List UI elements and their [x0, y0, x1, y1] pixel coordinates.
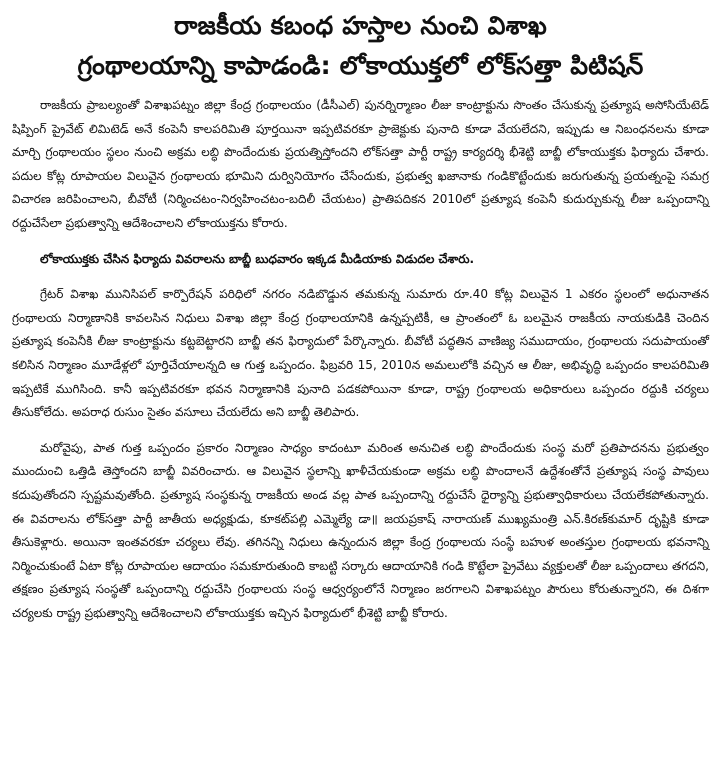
headline-line-1: రాజకీయ కబంధ హస్తాల నుంచి విశాఖ — [174, 11, 547, 40]
paragraph-complaint-details: గ్రేటర్ విశాఖ మునిసిపల్ కార్పొరేషన్ పరిధిలో నగరం నడిబొడ్డున తమకున్న సుమారు రూ.40 కోట్ల విలువైన 1 ఎకరం స్థలంలో అధునాతన గ్రంథాలయ నిర్మాణానికి కావలసిన నిధులు విశాఖ జిల్లా కేంద్ర గ్రంథాలయానికి ఉన్నప్పటికీ, ఆ ప్రాంతంలో ఓ బలమైన రాజకీయ నాయకుడికి చెందిన ప్రత్యూష కంపెనీకి లీజు కాంట్రాక్టును కట్టబెట్టారని బాబ్జీ తన ఫిర్యాదులో పేర్కొన్నారు. బీవోటీ పద్ధతిన వాణిజ్య సముదాయం, గ్రంథాలయ సదుపాయంతో కలిసిన నిర్మాణం మూడేళ్లలో పూర్తిచేయాలన్నది ఆ గుత్త ఒప్పందం. ఫిబ్రవరి 15, 2010న అమలులోకి వచ్చిన ఆ లీజు, అభివృద్ధి ఒప్పందం కాలపరిమితి ఇప్పటికే ముగిసింది. కానీ ఇప్పటివరకూ భవన నిర్మాణానికి పునాది పడకపోయినా కూడా, రాష్ట్ర గ్రంథాలయ అధికారులు ఒప్పందం రద్దుకి చర్యలు తీసుకోలేదు. అపరాధ రుసుం సైతం వసూలు చేయలేదు అని బాబ్జీ తెలిపారు. — [12, 287, 709, 420]
paragraph-intro: రాజకీయ ప్రాబల్యంతో విశాఖపట్నం జిల్లా కేంద్ర గ్రంథాలయం (డీసీఎల్) పునర్నిర్మాణం లీజు కాంట్రాక్టును సొంతం చేసుకున్న ప్రత్యూష అసోసియేటెడ్ షిప్పింగ్ ప్రైవేట్ లిమిటెడ్ అనే కంపెనీ కాలపరిమితి పూర్తయినా ఇప్పటివరకూ ప్రాజెక్టుకు పునాది కూడా వేయలేదని, ఇప్పుడు ఆ నిబంధనలను కూడా మార్చి గ్రంథాలయం స్థలం నుంచి అక్రమ లబ్ధి పొందేందుకు ప్రయత్నిస్తోందని లోక్‌సత్తా పార్టీ రాష్ట్ర కార్యదర్శి భీశెట్టి బాబ్జీ లోకాయుక్తకు ఫిర్యాదు చేశారు. పదుల కోట్ల రూపాయల విలువైన గ్రంథాలయ భూమిని దుర్వినియోగం చేసేందుకు, ప్రభుత్వ ఖజానాకు గండికొట్టేందుకు జరుగుతున్న ప్రయత్నంపై సమగ్ర విచారణ జరిపించాలని, బీవోటీ (నిర్మించటం-నిర్వహించటం-బదిలీ చేయటం) ప్రాతిపదికన 2010లో ప్రత్యూష కంపెనీ కుదుర్చుకున్న లీజు ఒప్పందాన్ని రద్దుచేసేలా ప్రభుత్వాన్ని ఆదేశించాలని లోకాయుక్తను కోరారు. — [12, 98, 709, 230]
headline-line-2: గ్రంథాలయాన్ని కాపాడండి: లోకాయుక్తలో లోక్‌సత్తా పిటిషన్ — [77, 51, 644, 80]
paragraph-release: లోకాయుక్తకు చేసిన ఫిర్యాదు వివరాలను బాబ్జీ బుధవారం ఇక్కడ మీడియాకు విడుదల చేశారు. — [40, 251, 475, 266]
paragraph-demands: మరోవైపు, పాత గుత్త ఒప్పందం ప్రకారం నిర్మాణం సాధ్యం కాదంటూ మరింత అనుచిత లబ్ధి పొందేందుకు సంస్థ మరో ప్రతిపాదనను ప్రభుత్వం ముందుంచి ఒత్తిడి తెస్తోందని బాబ్జీ వివరించారు. ఆ విలువైన స్థలాన్ని ఖాళీచేయకుండా అక్రమ లబ్ధి పొందాలనే ఉద్దేశంతోనే ప్రత్యూష సంస్థ పావులు కదుపుతోందని స్పష్టమవుతోంది. ప్రత్యూష సంస్థకున్న రాజకీయ అండ వల్ల పాత ఒప్పందాన్ని రద్దుచేసే ధైర్యాన్ని ప్రభుత్వాధికారులు చేయలేకపోతున్నారు. ఈ వివరాలను లోక్‌సత్తా పార్టీ జాతీయ అధ్యక్షుడు, కూకట్‌పల్లి ఎమ్మెల్యే డా॥ జయప్రకాష్ నారాయణ్ ముఖ్యమంత్రి ఎన్.కిరణ్‌కుమార్ దృష్టికి కూడా తీసుకెళ్లారు. అయినా ఇంతవరకూ చర్యలు లేవు. తగినన్ని నిధులు ఉన్నందున జిల్లా కేంద్ర గ్రంథాలయ సంస్థే బహుళ అంతస్తుల గ్రంథాలయ భవనాన్ని నిర్మించుకుంటే ఏటా కోట్ల రూపాయల ఆదాయం సమకూరుతుంది కాబట్టి సర్కారు ఆదాయానికి గండి కొట్టేలా ప్రైవేటు వ్యక్తులతో లీజు ఒప్పందాలు తగదని, తక్షణం ప్రత్యూష సంస్థతో ఒప్పందాన్ని రద్దుచేసి గ్రంథాలయ సంస్థ ఆధ్వర్యంలోనే నిర్మాణం జరగాలని విశాఖపట్నం పౌరులు కోరుతున్నారని, ఈ దిశగా చర్యలకు రాష్ట్ర ప్రభుత్వాన్ని ఆదేశించాలని లోకాయుక్తకు ఇచ్చిన ఫిర్యాదులో భీశెట్టి బాబ్జీ కోరారు. — [12, 440, 709, 620]
headline — [12, 6, 709, 86]
article-body — [12, 94, 709, 625]
